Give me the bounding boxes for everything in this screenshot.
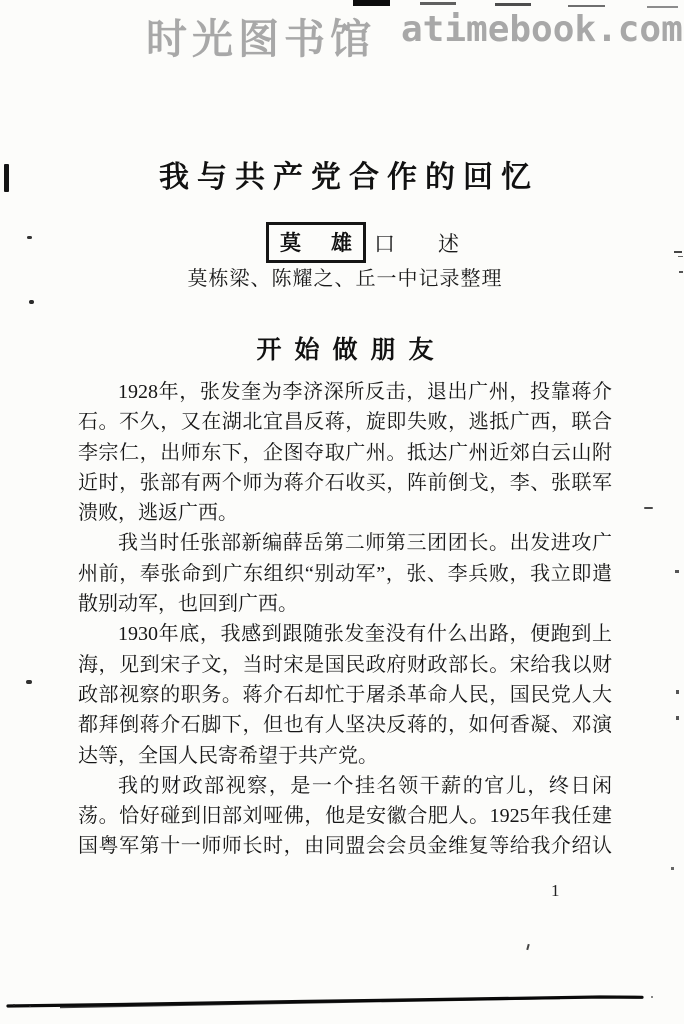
scan-speck bbox=[27, 236, 32, 239]
author-name: 莫雄 bbox=[280, 231, 382, 255]
scan-speck bbox=[676, 716, 679, 720]
paragraph bbox=[78, 619, 612, 770]
page-number: 1 bbox=[551, 881, 560, 900]
text-line: 都拜倒蒋介石脚下，但也有人坚决反蒋的，如何香凝、邓演 bbox=[78, 714, 612, 737]
author-name-box bbox=[266, 222, 382, 263]
text-line: 李宗仁，出师东下，企图夺取广州。抵达广州近郊白云山附 bbox=[78, 441, 612, 464]
scan-mark-left-dash bbox=[4, 164, 9, 192]
text-line: 近时，张部有两个师为蒋介石收买，阵前倒戈，李、张联军 bbox=[78, 471, 612, 494]
scan-bar-top-2 bbox=[420, 2, 456, 5]
scan-speck bbox=[29, 300, 34, 304]
scan-speck bbox=[526, 944, 529, 950]
scan-speck bbox=[26, 680, 32, 684]
paragraph bbox=[78, 377, 612, 528]
text-line: 达等，全国人民寄希望于共产党。 bbox=[78, 744, 378, 767]
scan-bar-top-4 bbox=[568, 5, 605, 7]
text-line: 溃败，逃返广西。 bbox=[78, 502, 238, 525]
text-line: 国粤军第十一师师长时，由同盟会会员金维复等给我介绍认 bbox=[78, 835, 612, 858]
scan-speck bbox=[644, 507, 653, 509]
scan-line-bottom bbox=[0, 988, 684, 1020]
paragraph bbox=[78, 528, 612, 619]
recorders-line: 莫栋梁、陈耀之、丘一中记录整理 bbox=[187, 268, 503, 290]
text-line: 荡。恰好碰到旧部刘哑佛，他是安徽合肥人。1925年我任建 bbox=[78, 805, 612, 828]
text-line: 我当时任张部新编薛岳第二师第三团团长。出发进攻广 bbox=[118, 532, 612, 555]
scan-speck bbox=[676, 690, 679, 694]
scan-speck bbox=[678, 256, 683, 257]
section-heading: 开始做朋友 bbox=[256, 337, 447, 364]
scan-speck bbox=[671, 867, 674, 870]
watermark-chinese: 时光图书馆 bbox=[146, 16, 376, 62]
text-line: 州前，奉张命到广东组织“别动军”，张、李兵败，我立即遣 bbox=[78, 562, 612, 585]
text-line: 1928年，张发奎为李济深所反击，退出广州，投靠蒋介 bbox=[118, 381, 612, 403]
text-line: 政部视察的职务。蒋介石却忙于屠杀革命人民，国民党人大 bbox=[78, 683, 612, 706]
page-title: 我与共产党合作的回忆 bbox=[159, 161, 539, 194]
paragraph bbox=[78, 771, 612, 862]
text-line: 海，见到宋子文，当时宋是国民政府财政部长。宋给我以财 bbox=[78, 653, 612, 676]
text-line: 1930年底，我感到跟随张发奎没有什么出路，便跑到上 bbox=[118, 623, 612, 646]
text-line: 我的财政部视察，是一个挂名领干薪的官儿，终日闲 bbox=[118, 774, 612, 797]
oral-narration-label: 口述 bbox=[374, 232, 502, 256]
scan-bar-top-1 bbox=[353, 0, 390, 6]
scan-speck bbox=[675, 570, 679, 573]
body-text bbox=[78, 377, 612, 862]
scan-bar-top-5 bbox=[647, 6, 678, 8]
scan-speck bbox=[674, 251, 682, 253]
scan-bar-top-3 bbox=[495, 3, 531, 6]
text-line: 石。不久，又在湖北宜昌反蒋，旋即失败，逃抵广西，联合 bbox=[78, 411, 612, 434]
text-line: 散别动军，也回到广西。 bbox=[78, 593, 298, 616]
watermark-english: atimebook.com bbox=[401, 9, 683, 50]
scan-speck bbox=[679, 271, 683, 273]
